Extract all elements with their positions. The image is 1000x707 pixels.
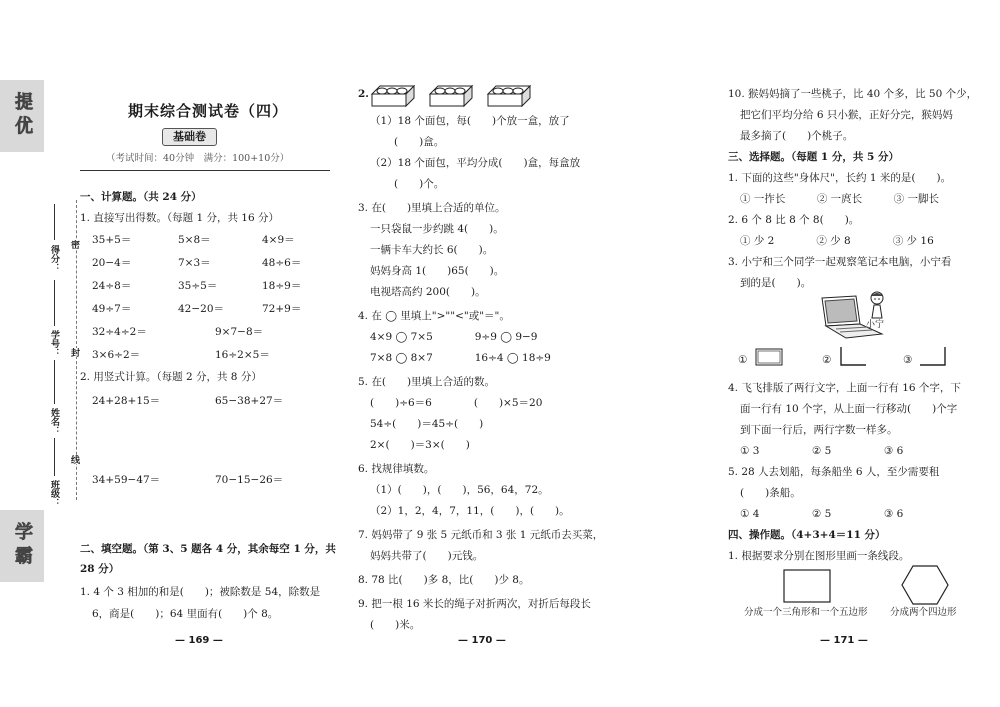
- text-line: ① 4 ② 5 ③ 6: [740, 508, 904, 520]
- question-3-4: 4. 飞飞排版了两行文字，上面一行有 16 个字，下: [728, 382, 961, 394]
- text-line: 把它们平均分给 6 只小猴，正好分完，猴妈妈: [740, 109, 953, 121]
- field-class-label: 班级：: [49, 480, 59, 507]
- cut-mark-1: 密: [69, 240, 79, 249]
- field-id-line: [54, 280, 55, 326]
- page-number: — 171 —: [820, 635, 868, 646]
- question-2-label: 2.: [358, 88, 369, 100]
- page-170: [358, 0, 618, 707]
- option-number: ③: [903, 354, 913, 366]
- level-badge: 基础卷: [162, 128, 217, 146]
- caption-hexagon: 分成两个四边形: [890, 607, 957, 618]
- girl-icon: [866, 290, 888, 320]
- field-score-line: [54, 204, 55, 240]
- text-line: 最多摘了( )个桃子。: [740, 130, 854, 142]
- question-3-3: 3. 小宁和三个同学一起观察笔记本电脑，小宁看: [728, 256, 952, 268]
- section-2-heading-cont: 28 分）: [80, 563, 120, 575]
- text-line: ( )条船。: [740, 487, 801, 499]
- text-line: 妈妈身高 1( )65( )。: [370, 265, 505, 277]
- text-line: ① 3 ② 5 ③ 6: [740, 445, 904, 457]
- question-1-1: 1. 直接写出得数。（每题 1 分，共 16 分）: [80, 212, 279, 224]
- field-name-label: 姓名：: [49, 408, 59, 435]
- oral-item: 7×3＝: [178, 257, 211, 269]
- option-number: ①: [738, 354, 748, 366]
- cut-mark-2: 封: [69, 348, 79, 357]
- text-line: 54÷( )＝45÷( ): [370, 418, 484, 430]
- question-2-3: 3. 在( )里填上合适的单位。: [358, 202, 506, 214]
- bread-tray-icon: [370, 82, 416, 108]
- oral-item: 16÷2×5＝: [215, 349, 270, 361]
- caption-rectangle: 分成一个三角形和一个五边形: [744, 607, 868, 618]
- question-2-9: 9. 把一根 16 米长的绳子对折两次，对折后每段长: [358, 598, 591, 610]
- text-line: ( )÷6＝6 ( )×5＝20: [370, 397, 543, 409]
- text-line: ① 一拃长 ② 一庹长 ③ 一脚长: [740, 193, 940, 205]
- text-line: 电视塔高约 200( )。: [370, 286, 486, 298]
- question-1-2: 2. 用竖式计算。（每题 2 分，共 8 分）: [80, 371, 262, 383]
- text-line: 一辆卡车大约长 6( )。: [370, 244, 494, 256]
- hexagon-shape: [900, 564, 950, 606]
- text-line: 到下面一行后，两行字数一样多。: [740, 424, 898, 436]
- option-number: ②: [822, 354, 832, 366]
- fill-q1-line2: 6，商是( )；64 里面有( )个 8。: [92, 608, 279, 620]
- vertical-calc: 65−38+27＝: [215, 395, 284, 407]
- text-line: ( )个。: [394, 178, 445, 190]
- oral-item: 9×7−8＝: [215, 326, 264, 338]
- oral-item: 72+9＝: [262, 303, 302, 315]
- text-line: ( )米。: [370, 619, 421, 631]
- oral-item: 48÷6＝: [262, 257, 302, 269]
- oral-item: 32÷4÷2＝: [92, 326, 147, 338]
- oral-item: 49÷7＝: [92, 303, 132, 315]
- field-score-label: 得分：: [49, 245, 59, 272]
- section-4-heading: 四、操作题。（4+3+4＝11 分）: [728, 529, 886, 541]
- oral-item: 42−20＝: [178, 303, 225, 315]
- question-2-7: 7. 妈妈带了 9 张 5 元纸币和 3 张 1 元纸币去买菜，: [358, 529, 604, 541]
- question-3-1: 1. 下面的这些"身体尺"，长约 1 米的是( )。: [728, 172, 952, 184]
- vertical-calc: 34+59−47＝: [92, 474, 161, 486]
- rectangle-shape: [782, 568, 832, 604]
- oral-item: 5×8＝: [178, 234, 211, 246]
- field-name-line: [54, 360, 55, 404]
- option-1-front-view: [754, 346, 784, 368]
- question-2-4: 4. 在 ◯ 里填上">""<"或"＝"。: [358, 310, 510, 322]
- page-169: [80, 0, 336, 707]
- text-line: ( )盒。: [394, 136, 445, 148]
- bread-tray-icon: [428, 82, 474, 108]
- section-3-heading: 三、选择题。（每题 1 分，共 5 分）: [728, 151, 899, 163]
- bread-tray-icon: [486, 82, 532, 108]
- option-2-side-view: [838, 346, 868, 368]
- page-number: — 169 —: [175, 635, 223, 646]
- text-line: （1）( )，( )，56，64，72。: [370, 484, 549, 496]
- text-line: 到的是( )。: [740, 277, 812, 289]
- oral-item: 35+5＝: [92, 234, 132, 246]
- text-line: 7×8 ◯ 8×7 16÷4 ◯ 18÷9: [370, 352, 551, 364]
- text-line: ① 少 2 ② 少 8 ③ 少 16: [740, 235, 934, 247]
- text-line: 面一行有 10 个字，从上面一行移动( )个字: [740, 403, 958, 415]
- header-rule: [80, 170, 330, 171]
- question-4-1: 1. 根据要求分别在图形里画一条线段。: [728, 550, 910, 562]
- text-line: （1）18 个面包，每( )个放一盒，放了: [370, 115, 570, 127]
- question-2-8: 8. 78 比( )多 8，比( )少 8。: [358, 574, 530, 586]
- oral-item: 20−4＝: [92, 257, 132, 269]
- oral-item: 4×9＝: [262, 234, 295, 246]
- cut-mark-3: 线: [69, 455, 79, 464]
- section-2-heading: 二、填空题。（第 3、5 题各 4 分，其余每空 1 分，共: [80, 543, 336, 555]
- question-3-5: 5. 28 人去划船，每条船坐 6 人，至少需要租: [728, 466, 940, 478]
- vertical-calc: 24+28+15＝: [92, 395, 161, 407]
- page-title: 期末综合测试卷（四）: [128, 102, 289, 120]
- oral-item: 3×6÷2＝: [92, 349, 141, 361]
- exam-info: （考试时间：40分钟 满分：100+10分）: [106, 153, 290, 164]
- section-1-heading: 一、计算题。（共 24 分）: [80, 191, 202, 203]
- girl-label: 小宁: [866, 320, 885, 330]
- question-3-2: 2. 6 个 8 比 8 个 8( )。: [728, 214, 860, 226]
- oral-item: 35÷5＝: [178, 280, 218, 292]
- page-171: [728, 0, 978, 707]
- text-line: 一只袋鼠一步约跳 4( )。: [370, 223, 504, 235]
- text-line: 4×9 ◯ 7×5 9÷9 ◯ 9−9: [370, 331, 538, 343]
- question-2-10: 10. 猴妈妈摘了一些桃子，比 40 个多，比 50 个少，: [728, 88, 978, 100]
- text-line: 妈妈共带了( )元钱。: [370, 550, 484, 562]
- oral-item: 24÷8＝: [92, 280, 132, 292]
- text-line: 2×( )＝3×( ): [370, 439, 470, 451]
- sidebar-label-bottom: 学霸: [0, 510, 44, 582]
- text-line: （2）1，2，4，7，11，( )，( )。: [370, 505, 570, 517]
- field-id-label: 学号：: [49, 330, 59, 357]
- field-class-line: [54, 438, 55, 476]
- option-3-side-view: [918, 346, 948, 368]
- oral-item: 18÷9＝: [262, 280, 302, 292]
- sidebar-label-top: 提优: [0, 80, 44, 152]
- fill-q1-line1: 1. 4 个 3 相加的和是( )；被除数是 54，除数是: [80, 586, 321, 598]
- page-number: — 170 —: [458, 635, 506, 646]
- vertical-calc: 70−15−26＝: [215, 474, 284, 486]
- question-2-6: 6. 找规律填数。: [358, 463, 435, 475]
- question-2-5: 5. 在( )里填上合适的数。: [358, 376, 496, 388]
- text-line: （2）18 个面包，平均分成( )盒，每盒放: [370, 157, 581, 169]
